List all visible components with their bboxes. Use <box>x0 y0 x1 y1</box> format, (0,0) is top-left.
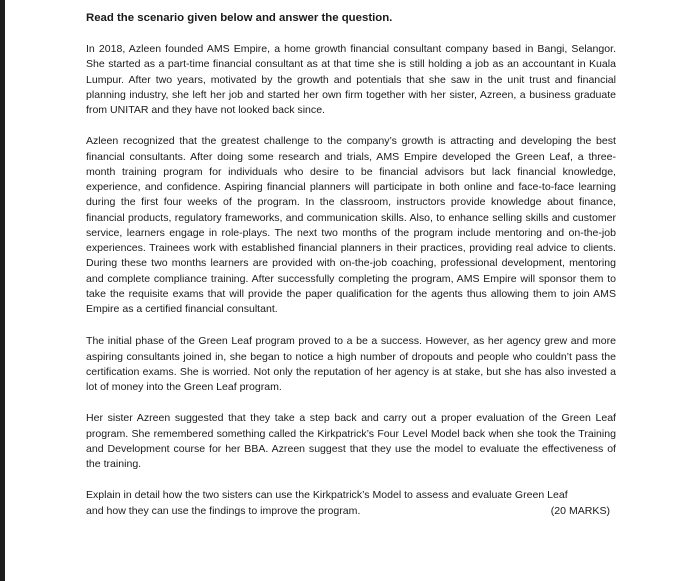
question-marks: (20 MARKS) <box>550 504 610 517</box>
scenario-paragraph-4: Her sister Azreen suggested that they take a step back and carry out a proper evaluation of the Green Leaf program. She remembered something called the Kirkpatrick’s Four Level Model back when she took the Training and Development course for her BBA. Azreen suggest that they use the model to evaluate the effectiveness of the training. <box>86 412 616 470</box>
question-line-1: Explain in detail how the two sisters can use the Kirkpatrick’s Model to assess and evaluate Green Leaf <box>86 489 568 502</box>
document-page <box>86 11 616 519</box>
question-line-2: and how they can use the findings to improve the program. <box>86 504 361 517</box>
scenario-paragraph-2: Azleen recognized that the greatest challenge to the company’s growth is attracting and developing the best financial consultants. After doing some research and trials, AMS Empire developed the Green Leaf, a three-month training program for individuals who desire to be financial advisors but lack financial knowledge, experience, and confidence. Aspiring financial planners will participate in both online and face-to-face learning during the first four weeks of the program. In the classroom, instructors provide knowledge about finance, financial products, regulatory frameworks, and communication skills. Also, to enhance selling skills and customer service, learners engage in role-plays. The next two months of the program include mentoring and on-the-job experiences. Trainees work with established financial planners in their practices, providing real advice to clients. During these two months learners are provided with on-the-job coaching, professional development, mentoring and complete compliance training. After successfully completing the program, AMS Empire will sponsor them to take the requisite exams that will provide the paper qualification for the agents thus allowing them to join AMS Empire as a certified financial consultant. <box>86 135 616 315</box>
scenario-paragraph-3: The initial phase of the Green Leaf program proved to a be a success. However, as her agency grew and more aspiring consultants joined in, she began to notice a high number of dropouts and people who couldn’t pass the certification exams. She is worried. Not only the reputation of her agency is at stake, but she has also invested a lot of money into the Green Leaf program. <box>86 335 616 393</box>
question-block <box>86 488 616 519</box>
page-left-border <box>0 0 5 581</box>
question-line-2-row <box>86 504 616 519</box>
scenario-paragraph-1: In 2018, Azleen founded AMS Empire, a home growth financial consultant company based in Bangi, Selangor. She started as a part-time financial consultant as at that time she is still holding a job as an accountant in Kuala Lumpur. After two years, motivated by the growth and potentials that she saw in the unit trust and financial planning industry, she left her job and started her own firm together with her sister, Azreen, a business graduate from UNITAR and they have not looked back since. <box>86 43 616 116</box>
instruction-heading: Read the scenario given below and answer the question. <box>86 12 393 24</box>
